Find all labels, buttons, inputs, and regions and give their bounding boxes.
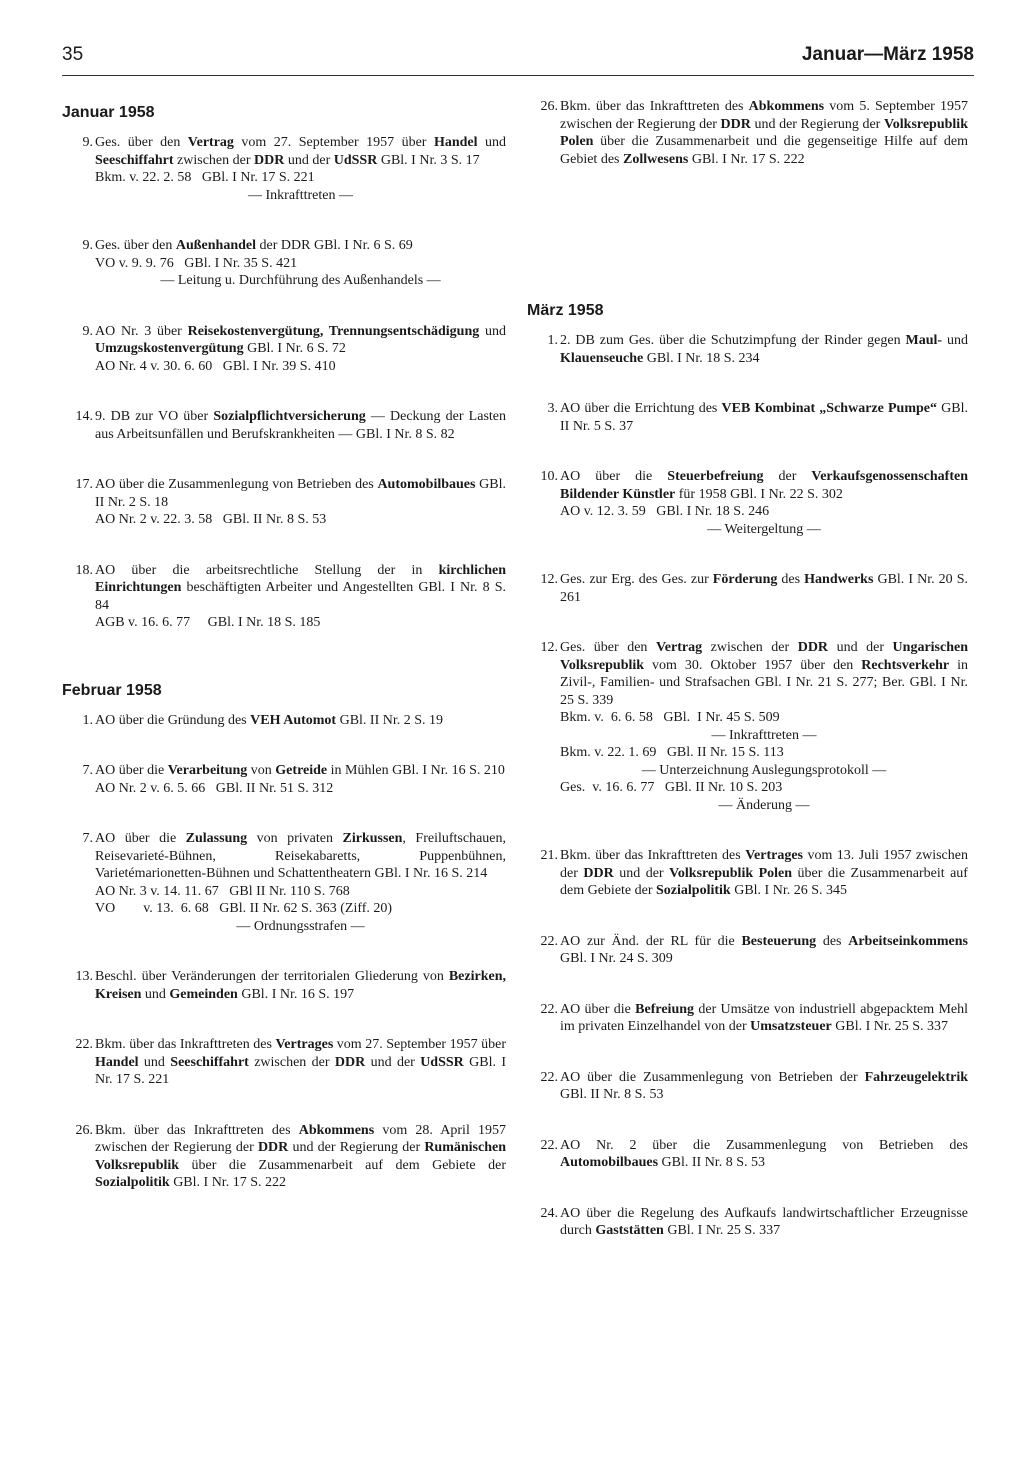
reference-line: Ges. v. 16. 6. 77 GBl. II Nr. 10 S. 203 bbox=[560, 780, 783, 795]
entry-body bbox=[95, 1122, 506, 1192]
text-segment: für 1958 GBl. I Nr. 22 S. 302 bbox=[675, 486, 843, 502]
text-segment: über die Zusammenarbeit und die gegenseitige Hilfe auf dem Gebiet des bbox=[560, 134, 968, 167]
list-item bbox=[62, 762, 506, 797]
entry-body bbox=[95, 762, 506, 797]
text-segment: von bbox=[247, 763, 276, 778]
entry-text bbox=[560, 1001, 968, 1036]
entry-body bbox=[560, 400, 968, 435]
entry-text bbox=[95, 762, 506, 780]
entry-text bbox=[95, 968, 506, 1003]
entry-text bbox=[95, 237, 506, 255]
entry-date: 1. bbox=[547, 333, 558, 348]
keyword: VEB Kombinat „Schwarze Pumpe“ bbox=[721, 401, 938, 416]
keyword: Abkommens bbox=[298, 1122, 375, 1138]
entry-text bbox=[95, 408, 506, 443]
text-segment: GBl. I Nr. 26 S. 345 bbox=[730, 883, 847, 898]
keyword: DDR bbox=[257, 1140, 289, 1155]
list-item bbox=[62, 408, 506, 443]
list-item bbox=[527, 933, 968, 968]
text-segment: AO über die Zusammenlegung von Betrieben des bbox=[95, 477, 378, 492]
list-item bbox=[527, 847, 968, 900]
text-segment: GBl. I Nr. 18 S. 234 bbox=[643, 350, 760, 366]
entry-date: 22. bbox=[540, 933, 558, 949]
entry-date: 9. bbox=[82, 135, 93, 150]
entry-date: 1. bbox=[82, 712, 93, 728]
reference-line: VO v. 9. 9. 76 GBl. I Nr. 35 S. 421 bbox=[95, 255, 298, 271]
keyword: Fahrzeugelektrik bbox=[864, 1069, 968, 1085]
keyword: Sozialpolitik bbox=[656, 883, 731, 898]
list-item bbox=[62, 712, 506, 730]
list-item bbox=[527, 1001, 968, 1036]
entry-body bbox=[560, 1069, 968, 1104]
reference-line: AO Nr. 3 v. 14. 11. 67 GBl II Nr. 110 S. 768 bbox=[95, 883, 350, 899]
keyword: Besteuerung bbox=[741, 933, 817, 949]
entry-date: 26. bbox=[75, 1122, 93, 1138]
header-rule bbox=[62, 75, 974, 76]
keyword: Abkommens bbox=[748, 99, 825, 114]
keyword: Umsatzsteuer bbox=[750, 1019, 832, 1034]
annotation-line: — Leitung u. Durchführung des Außenhandels — bbox=[160, 273, 441, 288]
section-heading: Januar 1958 bbox=[62, 104, 155, 121]
entry-text bbox=[560, 332, 968, 367]
keyword: Seeschiffahrt bbox=[170, 1054, 249, 1070]
entry-text bbox=[560, 1205, 968, 1240]
keyword: UdSSR bbox=[420, 1054, 464, 1070]
entry-text bbox=[95, 562, 506, 615]
page-header bbox=[62, 44, 974, 74]
keyword: Vertrag bbox=[655, 640, 703, 655]
keyword: Handel bbox=[95, 1054, 139, 1070]
keyword: Bezirken, Kreisen bbox=[95, 969, 506, 1002]
keyword: Handwerks bbox=[804, 572, 874, 587]
entry-date: 9. bbox=[82, 238, 93, 253]
list-item bbox=[62, 476, 506, 529]
text-segment: über die Zusammenarbeit auf dem Gebiete der bbox=[179, 1157, 506, 1173]
keyword: Vertrag bbox=[187, 135, 234, 150]
keyword: Rumänischen Volksrepublik bbox=[95, 1140, 506, 1173]
text-segment: vom 27. September 1957 über bbox=[333, 1037, 507, 1052]
entry-date: 14. bbox=[75, 409, 93, 424]
keyword: kirchlichen Einrichtungen bbox=[95, 562, 506, 595]
keyword: Automobilbaues bbox=[377, 477, 476, 492]
keyword: DDR bbox=[720, 116, 751, 132]
keyword: Gemeinden bbox=[169, 986, 238, 1002]
entry-text bbox=[560, 400, 968, 435]
text-segment: vom 28. April 1957 zwischen der Regierung der bbox=[95, 1122, 506, 1155]
text-segment: Ges. über den bbox=[560, 640, 656, 655]
keyword: Volksrepublik Polen bbox=[560, 116, 968, 149]
keyword: Sozialpflichtversicherung bbox=[213, 409, 366, 424]
reference-line: Bkm. v. 22. 1. 69 GBl. II Nr. 15 S. 113 bbox=[560, 745, 784, 760]
entry-date: 7. bbox=[82, 831, 93, 846]
entry-text bbox=[560, 1137, 968, 1172]
list-item bbox=[527, 468, 968, 538]
annotation-line: — Ordnungsstrafen — bbox=[236, 918, 365, 934]
entry-text bbox=[95, 830, 506, 883]
text-segment: , Freiluftschauen, Reisevarieté-Bühnen, Reisekabaretts, Puppenbühnen, Varietémarionetten-Bühnen und Schattentheatern GBl. I Nr. 16 S. 214 bbox=[95, 831, 506, 881]
keyword: Maul- bbox=[905, 333, 943, 348]
text-segment: — Deckung der Lasten aus Arbeitsunfällen und Berufskrankheiten — GBl. I Nr. 8 S. 82 bbox=[95, 409, 506, 442]
entry-body bbox=[95, 323, 506, 376]
text-segment: GBl. I Nr. 3 S. 17 bbox=[377, 152, 480, 168]
text-segment: AO über die bbox=[560, 469, 668, 484]
reference-line: AO Nr. 2 v. 6. 5. 66 GBl. II Nr. 51 S. 312 bbox=[95, 780, 334, 796]
entry-date: 13. bbox=[75, 969, 93, 984]
entry-body bbox=[95, 712, 506, 730]
keyword: Befreiung bbox=[635, 1001, 695, 1017]
entry-text bbox=[95, 1036, 506, 1089]
annotation-line: — Inkrafttreten — bbox=[248, 187, 353, 203]
entry-date: 22. bbox=[540, 1001, 558, 1017]
text-segment: der Umsätze von industriell abgepacktem Mehl im privaten Einzelhandel von der bbox=[560, 1001, 968, 1034]
right-column bbox=[527, 98, 968, 1273]
text-segment: und bbox=[138, 1054, 171, 1070]
text-segment: GBl. II Nr. 8 S. 53 bbox=[560, 1087, 664, 1102]
entry-body bbox=[95, 134, 506, 204]
text-segment: vom 27. September 1957 über bbox=[233, 135, 434, 150]
page-title: Januar—März 1958 bbox=[801, 44, 974, 65]
keyword: Seeschiffahrt bbox=[95, 152, 174, 168]
text-segment: der bbox=[763, 469, 812, 484]
keyword: Vertrages bbox=[275, 1037, 334, 1052]
annotation-line: — Änderung — bbox=[718, 797, 810, 813]
keyword: DDR bbox=[583, 865, 614, 881]
keyword: Außenhandel bbox=[175, 238, 257, 253]
annotation-line: — Unterzeichnung Auslegungsprotokoll — bbox=[641, 762, 887, 778]
entry-date: 22. bbox=[540, 1069, 558, 1085]
reference-line: AO v. 12. 3. 59 GBl. I Nr. 18 S. 246 bbox=[560, 504, 770, 519]
entry-date: 22. bbox=[75, 1037, 93, 1052]
entry-text bbox=[95, 1122, 506, 1192]
entry-body bbox=[95, 562, 506, 632]
list-item bbox=[527, 1205, 968, 1240]
keyword: Vertrages bbox=[745, 848, 803, 863]
text-segment: beschäftigten Arbeiter und Angestellten GBl. I Nr. 8 S. 84 bbox=[95, 580, 506, 613]
text-segment: vom 13. Juli 1957 zwischen der bbox=[560, 848, 968, 881]
list-item bbox=[62, 968, 506, 1003]
text-segment: GBl. I Nr. 20 S. 261 bbox=[560, 572, 968, 605]
text-segment: und der bbox=[613, 865, 670, 881]
list-item bbox=[527, 332, 968, 367]
list-item bbox=[527, 639, 968, 814]
text-segment: GBl. II Nr. 2 S. 18 bbox=[95, 477, 506, 510]
keyword: Steuerbefreiung bbox=[667, 469, 764, 484]
page-number: 35 bbox=[62, 44, 84, 65]
keyword: Zirkussen bbox=[342, 831, 403, 846]
entry-date: 7. bbox=[82, 763, 93, 778]
text-segment: 2. DB zum Ges. über die Schutzimpfung der Rinder gegen bbox=[560, 333, 906, 348]
text-segment: Beschl. über Veränderungen der territorialen Gliederung von bbox=[95, 969, 449, 984]
list-item bbox=[62, 562, 506, 632]
keyword: DDR bbox=[797, 640, 829, 655]
entry-date: 18. bbox=[75, 562, 93, 578]
reference-line: AO Nr. 4 v. 30. 6. 60 GBl. I Nr. 39 S. 410 bbox=[95, 358, 336, 374]
text-segment: 9. DB zur VO über bbox=[95, 409, 214, 424]
keyword: Förderung bbox=[712, 572, 778, 587]
keyword: Zollwesens bbox=[622, 151, 689, 167]
text-segment: Ges. über den bbox=[95, 135, 188, 150]
entry-body bbox=[560, 1001, 968, 1036]
list-item bbox=[527, 1069, 968, 1104]
entry-text bbox=[560, 847, 968, 900]
entry-body bbox=[95, 408, 506, 443]
list-item bbox=[62, 323, 506, 376]
text-segment: AO über die bbox=[560, 1001, 636, 1017]
text-segment: in Mühlen GBl. I Nr. 16 S. 210 bbox=[327, 763, 505, 778]
keyword: Sozialpolitik bbox=[95, 1175, 170, 1190]
text-segment: AO über die Gründung des bbox=[95, 712, 251, 728]
text-segment: AO über die bbox=[95, 763, 168, 778]
entry-body bbox=[560, 847, 968, 900]
list-item bbox=[62, 134, 506, 204]
entry-text bbox=[560, 98, 968, 168]
entry-date: 12. bbox=[540, 640, 558, 655]
entry-body bbox=[95, 476, 506, 529]
keyword: Arbeitseinkommens bbox=[848, 933, 968, 949]
entry-date: 17. bbox=[75, 477, 93, 492]
text-segment: und bbox=[141, 986, 170, 1002]
text-segment: und der bbox=[365, 1054, 421, 1070]
text-segment: AO Nr. 2 über die Zusammenlegung von Betrieben des bbox=[560, 1137, 968, 1153]
entry-text bbox=[560, 468, 968, 503]
text-segment: Bkm. über das Inkrafttreten des bbox=[95, 1037, 276, 1052]
text-segment: Bkm. über das Inkrafttreten des bbox=[95, 1122, 299, 1138]
text-segment: GBl. I Nr. 16 S. 197 bbox=[237, 986, 355, 1002]
entry-body bbox=[560, 1205, 968, 1240]
text-segment: GBl. I Nr. 6 S. 72 bbox=[243, 341, 346, 356]
keyword: Verkaufsgenossenschaften Bildender Künstler bbox=[560, 469, 968, 502]
text-segment: und der Regierung der bbox=[288, 1140, 425, 1155]
list-item bbox=[527, 1137, 968, 1172]
keyword: Handel bbox=[433, 135, 478, 150]
keyword: Reisekostenvergütung, Trennungsentschädigung bbox=[187, 323, 480, 339]
section-heading: März 1958 bbox=[527, 302, 604, 319]
text-segment: GBl. II Nr. 2 S. 19 bbox=[336, 712, 444, 728]
list-item bbox=[527, 400, 968, 435]
text-segment: zwischen der bbox=[702, 640, 798, 655]
annotation-line: — Weitergeltung — bbox=[707, 521, 821, 537]
list-item bbox=[62, 1036, 506, 1089]
text-segment: GBl. II Nr. 5 S. 37 bbox=[560, 401, 969, 434]
reference-line: VO v. 13. 6. 68 GBl. II Nr. 62 S. 363 (Ziff. 20) bbox=[95, 901, 393, 916]
entry-date: 3. bbox=[547, 401, 558, 416]
entry-text bbox=[95, 476, 506, 511]
reference-line: AGB v. 16. 6. 77 GBl. I Nr. 18 S. 185 bbox=[95, 615, 321, 630]
list-item bbox=[62, 830, 506, 935]
keyword: DDR bbox=[334, 1054, 366, 1070]
text-segment: GBl. II Nr. 8 S. 53 bbox=[658, 1155, 765, 1170]
entry-body bbox=[560, 639, 968, 814]
entry-body bbox=[95, 830, 506, 935]
keyword: Ungarischen Volksrepublik bbox=[560, 640, 968, 673]
keyword: Getreide bbox=[275, 763, 328, 778]
entry-body bbox=[560, 98, 968, 168]
keyword: Volksrepublik Polen bbox=[669, 865, 793, 881]
entry-body bbox=[560, 1137, 968, 1172]
text-segment: GBl. I Nr. 25 S. 337 bbox=[663, 1223, 781, 1238]
keyword: UdSSR bbox=[333, 152, 378, 168]
text-segment: und der bbox=[284, 152, 334, 168]
text-segment: und bbox=[479, 323, 506, 339]
text-segment: und der Regierung der bbox=[750, 116, 884, 132]
entry-date: 12. bbox=[540, 572, 558, 587]
text-segment: AO Nr. 3 über bbox=[95, 323, 188, 339]
keyword: Klauenseuche bbox=[560, 350, 644, 366]
left-column bbox=[62, 98, 506, 1225]
annotation-line: — Inkrafttreten — bbox=[711, 727, 817, 743]
text-segment: Ges. über den bbox=[95, 238, 176, 253]
keyword: Umzugskostenvergütung bbox=[95, 341, 244, 356]
text-segment: AO über die Zusammenlegung von Betrieben der bbox=[560, 1069, 865, 1085]
text-segment: der DDR GBl. I Nr. 6 S. 69 bbox=[256, 238, 413, 253]
keyword: Gaststätten bbox=[595, 1223, 664, 1238]
text-segment: und bbox=[942, 333, 969, 348]
entry-body bbox=[560, 571, 968, 606]
text-segment: zwischen der bbox=[173, 152, 255, 168]
entry-date: 9. bbox=[82, 323, 93, 339]
text-segment: zwischen der bbox=[248, 1054, 335, 1070]
reference-line: Bkm. v. 6. 6. 58 GBl. I Nr. 45 S. 509 bbox=[560, 710, 780, 725]
text-segment: und bbox=[477, 135, 506, 150]
text-segment: AO über die arbeitsrechtliche Stellung der in bbox=[95, 562, 439, 578]
entry-body bbox=[95, 968, 506, 1003]
entry-text bbox=[95, 323, 506, 358]
text-segment: Ges. zur Erg. des Ges. zur bbox=[560, 572, 713, 587]
entry-text bbox=[560, 1069, 968, 1104]
reference-line: AO Nr. 2 v. 22. 3. 58 GBl. II Nr. 8 S. 53 bbox=[95, 512, 327, 527]
text-segment: Bkm. über das Inkrafttreten des bbox=[560, 99, 749, 114]
keyword: DDR bbox=[254, 152, 285, 168]
keyword: Automobilbaues bbox=[560, 1155, 659, 1170]
list-item bbox=[527, 571, 968, 606]
text-segment: GBl. I Nr. 25 S. 337 bbox=[831, 1019, 949, 1034]
entry-text bbox=[95, 712, 506, 730]
text-segment: vom 5. September 1957 zwischen der Regierung der bbox=[560, 99, 968, 132]
entry-body bbox=[560, 468, 968, 538]
text-segment: GBl. I Nr. 17 S. 222 bbox=[169, 1175, 286, 1190]
entry-date: 26. bbox=[540, 99, 558, 114]
entry-body bbox=[560, 933, 968, 968]
text-segment: von privaten bbox=[247, 831, 343, 846]
list-item bbox=[527, 98, 968, 168]
text-segment: GBl. I Nr. 24 S. 309 bbox=[560, 951, 673, 966]
text-segment: GBl. I Nr. 17 S. 222 bbox=[688, 151, 805, 167]
entry-body bbox=[560, 332, 968, 367]
text-segment: Bkm. über das Inkrafttreten des bbox=[560, 848, 746, 863]
entry-body bbox=[95, 1036, 506, 1089]
text-segment: GBl. I Nr. 17 S. 221 bbox=[95, 1054, 506, 1087]
text-segment: über die Zusammenarbeit auf dem Gebiete der bbox=[560, 865, 968, 898]
entry-text bbox=[560, 571, 968, 606]
text-segment: des bbox=[816, 933, 849, 949]
list-item bbox=[62, 1122, 506, 1192]
section-heading: Februar 1958 bbox=[62, 681, 162, 699]
entry-body bbox=[95, 237, 506, 290]
entry-text bbox=[95, 134, 506, 169]
text-segment: und der bbox=[828, 640, 893, 655]
text-segment: in Zivil-, Familien- und Strafsachen GBl. I Nr. 21 S. 277; Ber. GBl. I Nr. 25 S. 339 bbox=[560, 657, 969, 708]
text-segment: AO über die bbox=[95, 831, 186, 846]
keyword: Zulassung bbox=[185, 831, 248, 846]
list-item bbox=[62, 237, 506, 290]
keyword: VEH Automot bbox=[250, 712, 337, 728]
entry-text bbox=[560, 933, 968, 968]
entry-date: 21. bbox=[540, 848, 558, 863]
entry-text bbox=[560, 639, 968, 709]
text-segment: AO über die Errichtung des bbox=[560, 401, 722, 416]
text-segment: vom 30. Oktober 1957 über den bbox=[644, 657, 862, 673]
text-segment: AO zur Änd. der RL für die bbox=[560, 933, 742, 949]
text-segment: AO über die Regelung des Aufkaufs landwirtschaftlicher Erzeugnisse durch bbox=[560, 1205, 968, 1238]
entry-date: 24. bbox=[540, 1205, 558, 1221]
keyword: Rechtsverkehr bbox=[861, 657, 950, 673]
entry-date: 22. bbox=[540, 1137, 558, 1153]
text-segment: des bbox=[777, 572, 805, 587]
entry-date: 10. bbox=[540, 469, 558, 484]
reference-line: Bkm. v. 22. 2. 58 GBl. I Nr. 17 S. 221 bbox=[95, 170, 315, 185]
keyword: Verarbeitung bbox=[167, 763, 248, 778]
